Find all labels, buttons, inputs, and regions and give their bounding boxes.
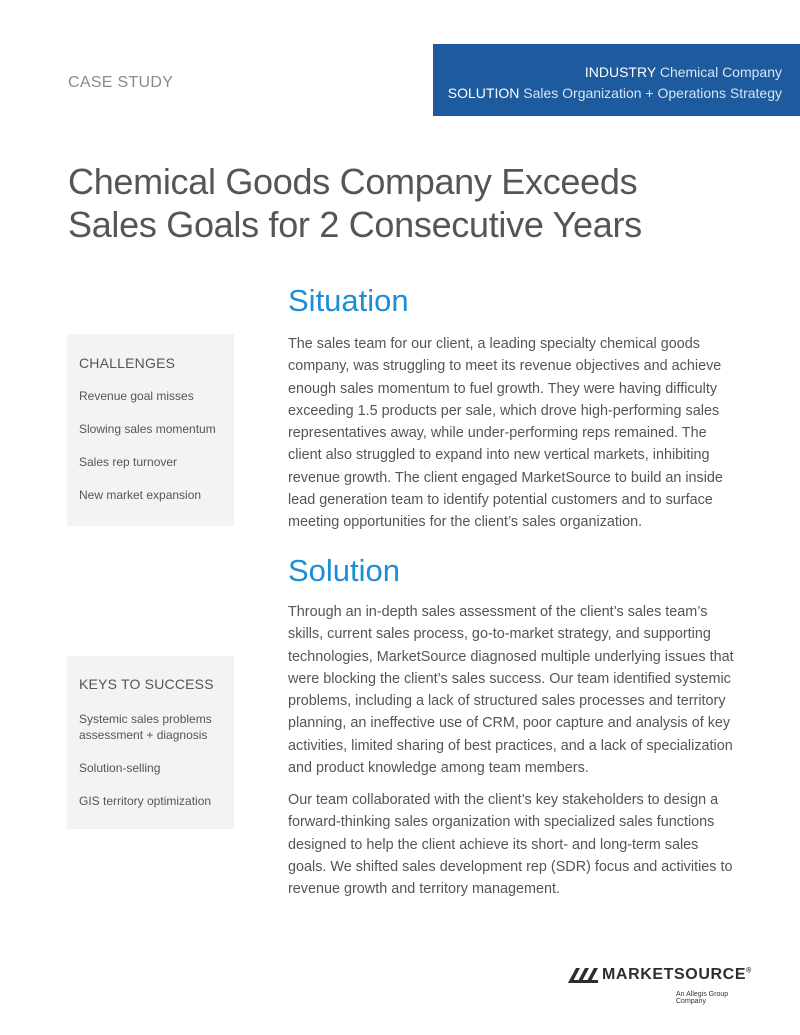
solution-heading: Solution: [288, 553, 401, 588]
challenges-heading: CHALLENGES: [79, 355, 176, 371]
marketsource-mark-icon: [568, 966, 600, 984]
keys-to-success-box: [67, 656, 234, 829]
challenges-box: [67, 334, 234, 526]
industry-value: Chemical Company: [659, 64, 782, 80]
solution-value: Sales Organization + Operations Strategy: [523, 85, 782, 101]
marketsource-logo: [568, 966, 760, 1006]
industry-line: [433, 62, 782, 83]
challenge-item: Slowing sales momentum: [79, 422, 216, 436]
challenge-item: Revenue goal misses: [79, 389, 194, 403]
challenges-list: [79, 388, 224, 503]
solution-label: SOLUTION: [447, 85, 520, 101]
key-item: GIS territory optimization: [79, 794, 212, 808]
page-title: [68, 160, 708, 246]
brand-name: MARKETSOURCE®: [602, 966, 752, 983]
solution-paragraph-1: Through an in-depth sales assessment of the client’s sales team’s skills, current sales process, go-to-market strategy, and supporting technologies, MarketSource diagnosed multiple underlying issues that were blocking the client’s sales success. Our team identified systemic problems, including a lack of structured sales processes and territory planning, an ineffective use of CRM, poor capture and analysis of key activities, limited sharing of best practices, and a lack of specialization and product knowledge among team members.: [288, 604, 734, 777]
keys-list: [79, 711, 224, 809]
solution-paragraph-2: Our team collaborated with the client’s key stakeholders to design a forward-thinking sales organization with specialized sales functions designed to help the client achieve its short- and long-term sales goals. We shifted sales development rep (SDR) focus and activities to revenue growth and territory management.: [288, 792, 733, 898]
title-line-1: Chemical Goods Company Exceeds: [68, 161, 638, 202]
brand-tagline: An Allegis Group Company: [676, 991, 729, 1005]
title-line-2: Sales Goals for 2 Consecutive Years: [68, 204, 642, 245]
industry-solution-box: [433, 44, 800, 116]
solution-line: [433, 83, 782, 104]
industry-label: INDUSTRY: [584, 64, 656, 80]
challenge-item: Sales rep turnover: [79, 455, 178, 469]
situation-heading: Situation: [288, 283, 409, 318]
case-study-label: CASE STUDY: [68, 74, 174, 91]
challenge-item: New market expansion: [79, 488, 202, 502]
key-item: Solution-selling: [79, 761, 161, 775]
situation-paragraph: The sales team for our client, a leading specialty chemical goods company, was struggling to meet its revenue objectives and achieve enough sales momentum to fuel growth. They were having difficulty exceeding 1.5 products per sale, which drove high-performing sales representatives away, while under-performing reps remained. The client also struggled to expand into new vertical markets, inhibiting revenue growth. The client engaged MarketSource to build an inside lead generation team to identify potential customers and to surface meeting opportunities for the client’s sales organization.: [288, 336, 723, 531]
key-item: Systemic sales problems assessment + diagnosis: [79, 712, 212, 742]
keys-heading: KEYS TO SUCCESS: [79, 676, 214, 692]
